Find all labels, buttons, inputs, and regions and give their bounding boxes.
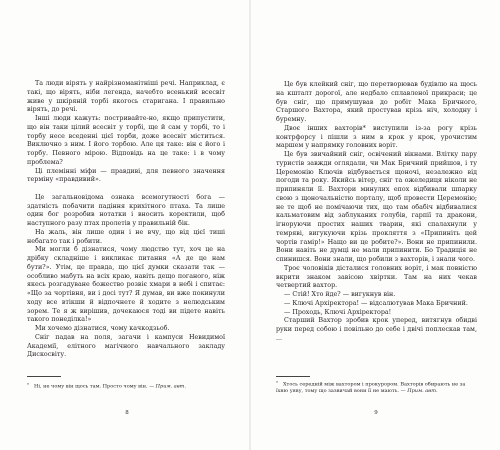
right-paragraph-5: Старший Вахтор зробив крок уперед, витягнув обидві руки перед собою і повільно до себе і двічі поплескав там, ... (276, 317, 477, 342)
right-paragraph-2: Двоє інших вахторів* виступили із-за рогу крізь контрфорсу і пішли з ним в крок у крок, урочистим маршем у напрямку головних воріт. (276, 124, 477, 150)
footnote-text: Хтось середній між вахтором і прокурором. Вахторів обирають не за їхню уяву, тому що зазвичай вони її не мають. — (276, 381, 466, 395)
left-paragraph-3: Ці племінні міфи — правдиві, для певного значення терміну «правдивий». (27, 167, 225, 184)
footnote-mark: * (276, 380, 278, 385)
right-dialogue-2: — Ключі Архіректора! — відсалютував Мака Бричний. (284, 299, 468, 307)
right-footnote-rule (276, 376, 310, 377)
right-paragraph-1: Це був клейкий сніг, що перетворював будівлю на щось на кшталт дорогої, але недбало сплавленої прикраси; це був сніг, що примушував до робіт Мака Бричного, Старшого Вахтора, який простував крізь ніч, холодну і буремну. (276, 81, 477, 123)
right-body-text (276, 81, 477, 344)
left-paragraph-7: Ми хочемо дізнатися, чому качкодзьоб. (35, 325, 170, 332)
page-number: 8 (125, 410, 129, 416)
right-paragraph-3: Це був звичайний сніг, освічений вікнами. Влітку пару туристів завжди оглядали, чи Мак Бричний прийшов, і ту Церемонію Ключів відбувається щоночі, незалежно від погоди та року. Якийсь вітер, сніг та ожеледиця ніколи не припиняли її. Вахтори минулих епох відбивали шпарку свою з щоночальністю порталу, щоб провести Церемонію; не те щоб не помічаючи тих, що там обабіч відбивалися кальматовим від заблуканих голубів, гарпії та дракони, ігноруючи простих наших тварин, які спалахнули у темряві, вигукуючи крізь прокляття з «Припиніть цей чортів гамір!» Нащо ви це робите?». Вони не припинили. Вони навіть не думці не мали припинити. Бо Традиція не спинишся. Вони знали, що робили з вахторів, і знали чого. (276, 151, 477, 263)
footnote-text: Ні, не чому він щось там. Просто чому він. — (34, 383, 155, 390)
footnote-mark: * (27, 382, 29, 387)
right-footnote (276, 380, 477, 395)
page-number: 9 (374, 410, 378, 416)
left-footnote-rule (27, 376, 61, 377)
footnote-note: Прим. авт. (407, 388, 438, 395)
right-page (250, 0, 500, 450)
left-body-text (27, 80, 225, 360)
left-paragraph-6: Ми могли б дізнатися, чому людство тут, хоч це на дрібку складніше і викликає питання «А де це нам бути?». Утім, це правда, що цієї думки сказати так — особливо мабуть на всіх краю, навіть дещо поганого, ніж якесь розгадуване божество розвіє хмари в небі і спитає: «Що за чортівня, ви і досі тут? Я думав, ви вже покинули ходу все втікши й відпочнете й ходите з нелюдським зорем. Те я ж вирішив, дочекаюся тоді ви підете навіть такого понеділка!» (27, 246, 225, 324)
left-paragraph-4: Це загальновідома ознака всемогутності бога — здатність побачити падіння крихітного птаха. Та лише один бог розробив нотатки і вносить коректили, щоб наступного разу птах пролетів у правильній бік. (27, 193, 225, 227)
left-paragraph-2: Інші люди кажуть: постривайте-но, якщо припустити, що він таки цілий всесвіт у торбі, ще й сам у торбі, то і торбу несе вседенні цієї торби, доже всесвіт міститься. Виключно з ним. І його торбою. Але ця таке: він є його і торбу. Певного мірою. Відповідь на це таке: і в чому проблема? (27, 115, 225, 166)
left-paragraph-8: Сніг падав на поля, загачи і кампуси Невидимої Академії, елітного магічного навчального закладу Дискосвіту. (27, 333, 225, 359)
right-dialogue-1: — Стій! Хто йде? — вигукнув він. (284, 291, 396, 298)
left-paragraph-1: Та люди вірять у найрізноманітніші речі. Наприклад, є такі, що вірять, ніби легенда, начебто всенький всесвіт живе у шкіряній торбі якогось старигана. І правильно вірять, до речі. (27, 80, 225, 114)
right-dialogue-3: — Проходь, Ключі Архіректора! (284, 308, 392, 316)
left-paragraph-5: На жаль, він лише один і не вчу, що від цієї тиші небагато так і робити. (27, 228, 225, 245)
footnote-note: Прим. авт. (155, 383, 186, 390)
left-footnote (27, 382, 225, 390)
right-paragraph-4: Троє чоловіків дісталися головних воріт, і мак повністю вкрити знаком завісою хвіртки. Там на них чекав четвертий вахтор. (276, 264, 477, 290)
